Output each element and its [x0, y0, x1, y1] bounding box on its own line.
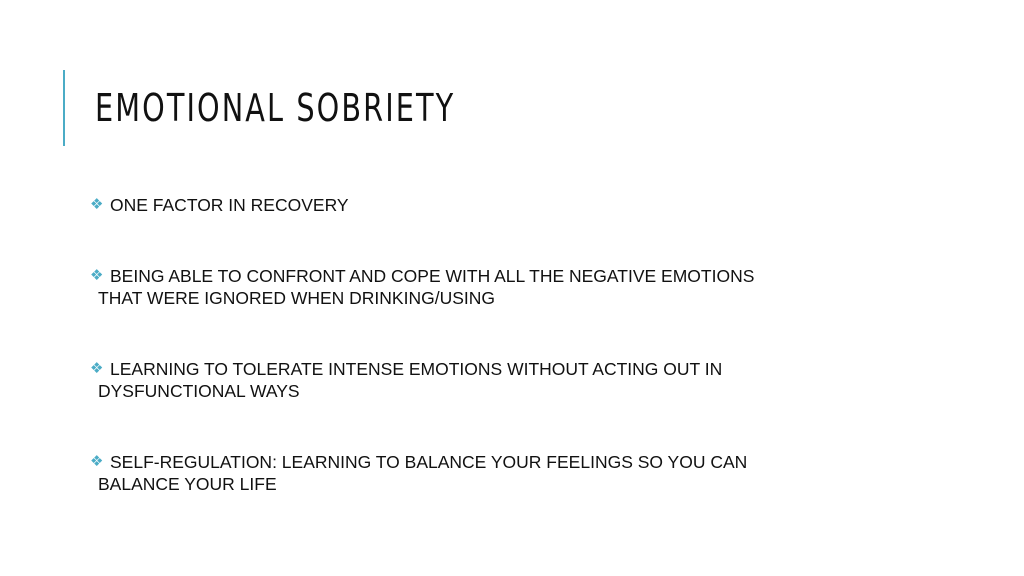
bullet-item-3	[90, 358, 970, 402]
slide-title: EMOTIONAL SOBRIETY	[95, 86, 456, 130]
diamond-cluster-icon: ❖	[90, 267, 104, 284]
diamond-cluster-icon: ❖	[90, 196, 104, 213]
bullet-list	[90, 194, 970, 544]
bullet-text-line-1: SELF-REGULATION: LEARNING TO BALANCE YOUR FEELINGS SO YOU CAN	[110, 452, 748, 472]
bullet-text-line-2: DYSFUNCTIONAL WAYS	[98, 381, 300, 401]
bullet-item-1	[90, 194, 970, 216]
bullet-text-line-2: THAT WERE IGNORED WHEN DRINKING/USING	[98, 288, 496, 308]
bullet-text-line-1: LEARNING TO TOLERATE INTENSE EMOTIONS WITHOUT ACTING OUT IN	[110, 359, 723, 379]
bullet-item-2	[90, 265, 970, 309]
diamond-cluster-icon: ❖	[90, 453, 104, 470]
bullet-text-line-2: BALANCE YOUR LIFE	[98, 474, 277, 494]
diamond-cluster-icon: ❖	[90, 360, 104, 377]
bullet-text-line-1: ONE FACTOR IN RECOVERY	[110, 195, 349, 215]
bullet-text-line-1: BEING ABLE TO CONFRONT AND COPE WITH ALL THE NEGATIVE EMOTIONS	[110, 266, 755, 286]
title-accent-bar	[63, 70, 65, 146]
bullet-item-4	[90, 451, 970, 495]
